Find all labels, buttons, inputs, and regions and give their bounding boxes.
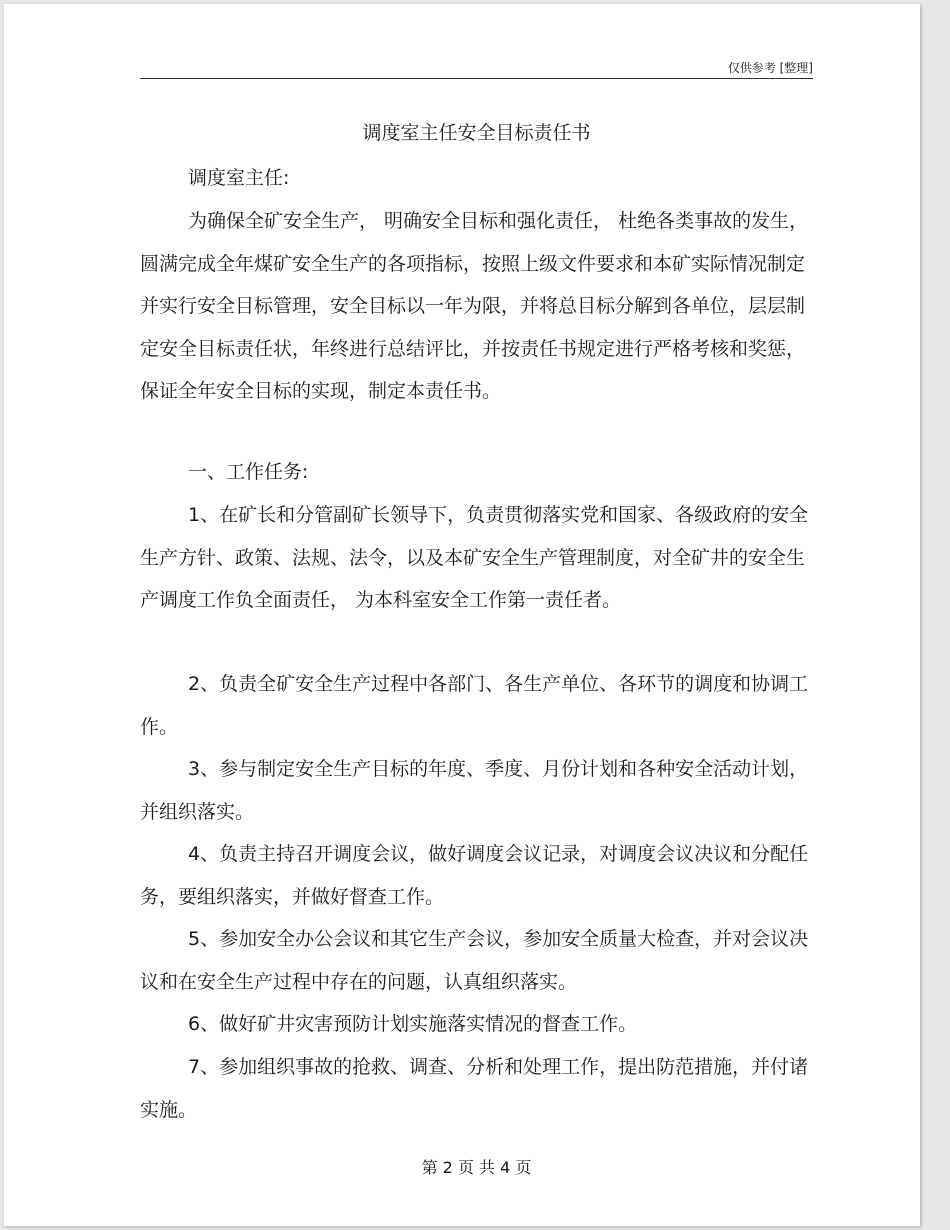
task-item: 1、在矿长和分管副矿长领导下，负责贯彻落实党和国家、各级政府的安全生产方针、政策、法规、法令，以及本矿安全生产管理制度，对全矿井的安全生产调度工作负全面责任， 为本科室安全工作第一责任者。 bbox=[140, 504, 809, 611]
task-item: 5、参加安全办公会议和其它生产会议，参加安全质量大检查，并对会议决议和在安全生产过程中存在的问题，认真组织落实。 bbox=[140, 928, 809, 993]
task-item: 3、参与制定安全生产目标的年度、季度、月份计划和各种安全活动计划，并组织落实。 bbox=[140, 758, 809, 823]
task-item: 7、参加组织事故的抢救、调查、分析和处理工作，提出防范措施，并付诸实施。 bbox=[140, 1056, 809, 1121]
salutation: 调度室主任: bbox=[188, 167, 290, 189]
page-number: 第 2 页 共 4 页 bbox=[421, 1158, 532, 1177]
page-header: 仅供参考 [整理] bbox=[727, 61, 813, 75]
document-page bbox=[4, 4, 920, 1226]
task-item: 6、做好矿井灾害预防计划实施落实情况的督查工作。 bbox=[188, 1013, 638, 1035]
document-title: 调度室主任安全目标责任书 bbox=[362, 122, 591, 144]
task-item: 4、负责主持召开调度会议，做好调度会议记录，对调度会议决议和分配任务，要组织落实，并做好督查工作。 bbox=[140, 843, 809, 908]
task-item: 2、负责全矿安全生产过程中各部门、各生产单位、各环节的调度和协调工作。 bbox=[140, 673, 809, 738]
header-divider bbox=[140, 78, 813, 79]
section-heading: 一、工作任务: bbox=[188, 461, 309, 483]
intro-paragraph: 为确保全矿安全生产， 明确安全目标和强化责任， 杜绝各类事故的发生，圆满完成全年煤矿安全生产的各项指标，按照上级文件要求和本矿实际情况制定并实行安全目标管理，安全目标以一年为限，并将总目标分解到各单位，层层制定安全目标责任状，年终进行总结评比，并按责任书规定进行严格考核和奖惩，保证全年安全目标的实现，制定本责任书。 bbox=[140, 210, 809, 402]
